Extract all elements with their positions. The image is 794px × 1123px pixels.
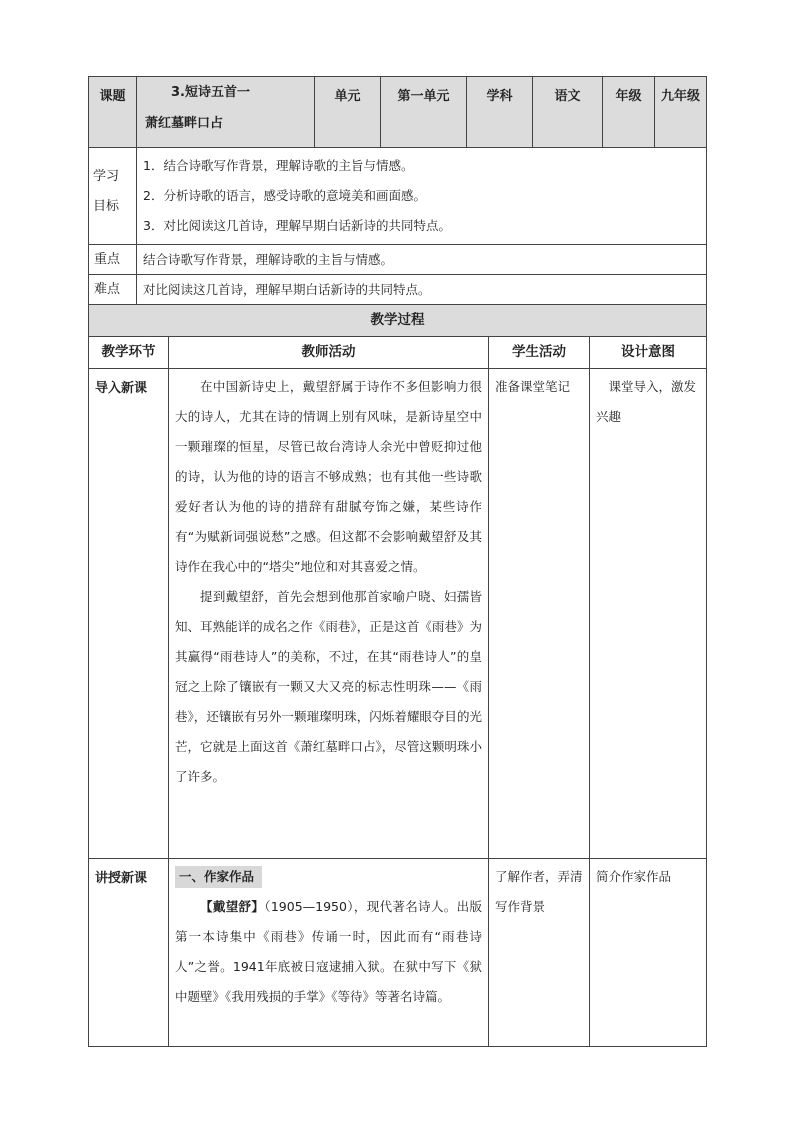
process-title-row: [89, 305, 707, 337]
lesson-title: [137, 77, 315, 148]
author-keyword: 【戴望舒】: [200, 899, 265, 914]
column-teacher: 教师活动: [169, 337, 489, 369]
unit-label: 单元: [315, 77, 381, 148]
difficulty-row: [89, 275, 707, 305]
design-intent-text: 课堂导入，激发兴趣: [596, 379, 697, 424]
goals-label: 学习目标: [93, 169, 120, 214]
difficulty-label: 难点: [89, 275, 137, 305]
goals-list: [137, 148, 707, 245]
subject-label: 学科: [467, 77, 533, 148]
unit-value: 第一单元: [381, 77, 467, 148]
process-table: [88, 336, 707, 1047]
process-title: 教学过程: [89, 305, 707, 337]
key-point-label: 重点: [89, 245, 137, 275]
teacher-activity-new: [169, 859, 489, 1047]
goals-label-cell: [89, 148, 137, 245]
intro-paragraph: 在中国新诗史上，戴望舒属于诗作不多但影响力很大的诗人，尤其在诗的情调上别有风味，是新诗星空中一颗璀璨的恒星，尽管已故台湾诗人余光中曾贬抑过他的诗，认为他的诗的语言不够成熟；也有其他一些诗歌爱好者认为他的诗的措辞有甜腻夸饰之嫌，某些诗作有“为赋新词强说愁”之感。但这都不会影响戴望舒及其诗作在我心中的“塔尖”地位和对其喜爱之情。: [175, 379, 482, 574]
column-stage: 教学环节: [89, 337, 169, 369]
table-row: [89, 369, 707, 859]
student-activity-new: 了解作者，弄清写作背景: [489, 859, 590, 1047]
column-header-row: [89, 337, 707, 369]
goal-item: 2．分析诗歌的语言，感受诗歌的意境美和画面感。: [143, 188, 426, 203]
lesson-title-line1: 3.短诗五首一: [171, 85, 250, 100]
goals-row: [89, 148, 707, 245]
design-intent-new: 简介作家作品: [590, 859, 707, 1047]
subject-value: 语文: [533, 77, 603, 148]
grade-value: 九年级: [655, 77, 707, 148]
design-intent-intro: [590, 369, 707, 859]
grade-label: 年级: [603, 77, 655, 148]
column-design: 设计意图: [590, 337, 707, 369]
table-row: [89, 859, 707, 1047]
section-heading: 一、作家作品: [175, 866, 262, 888]
stage-new-lesson: 讲授新课: [89, 859, 169, 1047]
student-activity-intro: 准备课堂笔记: [489, 369, 590, 859]
lesson-title-line2: 萧红墓畔口占: [145, 116, 224, 131]
goal-item: 3．对比阅读这几首诗，理解早期白话新诗的共同特点。: [143, 218, 451, 233]
lesson-plan: [88, 76, 706, 1047]
header-row: [89, 77, 707, 148]
key-point-text: 结合诗歌写作背景，理解诗歌的主旨与情感。: [137, 245, 707, 275]
author-bio: （1905—1950），现代著名诗人。出版第一本诗集中《雨巷》传诵一时，因此而有“雨巷诗人”之誉。1941年底被日寇逮捕入狱。在狱中写下《狱中题壁》《我用残损的手掌》《等待》等著名诗篇。: [175, 899, 482, 1004]
column-student: 学生活动: [489, 337, 590, 369]
difficulty-text: 对比阅读这几首诗，理解早期白话新诗的共同特点。: [137, 275, 707, 305]
stage-intro: 导入新课: [89, 369, 169, 859]
teacher-activity-intro: [169, 369, 489, 859]
key-point-row: [89, 245, 707, 275]
lesson-label: 课题: [89, 77, 137, 148]
intro-paragraph: 提到戴望舒，首先会想到他那首家喻户晓、妇孺皆知、耳熟能详的成名之作《雨巷》，正是这首《雨巷》为其赢得“雨巷诗人”的美称，不过，在其“雨巷诗人”的皇冠之上除了镶嵌有一颗又大又亮的标志性明珠——《雨巷》，还镶嵌有另外一颗璀璨明珠，闪烁着耀眼夺目的光芒，它就是上面这首《萧红墓畔口占》，尽管这颗明珠小了许多。: [175, 589, 482, 784]
goal-item: 1．结合诗歌写作背景，理解诗歌的主旨与情感。: [143, 158, 414, 173]
lesson-plan-table: [88, 76, 707, 337]
